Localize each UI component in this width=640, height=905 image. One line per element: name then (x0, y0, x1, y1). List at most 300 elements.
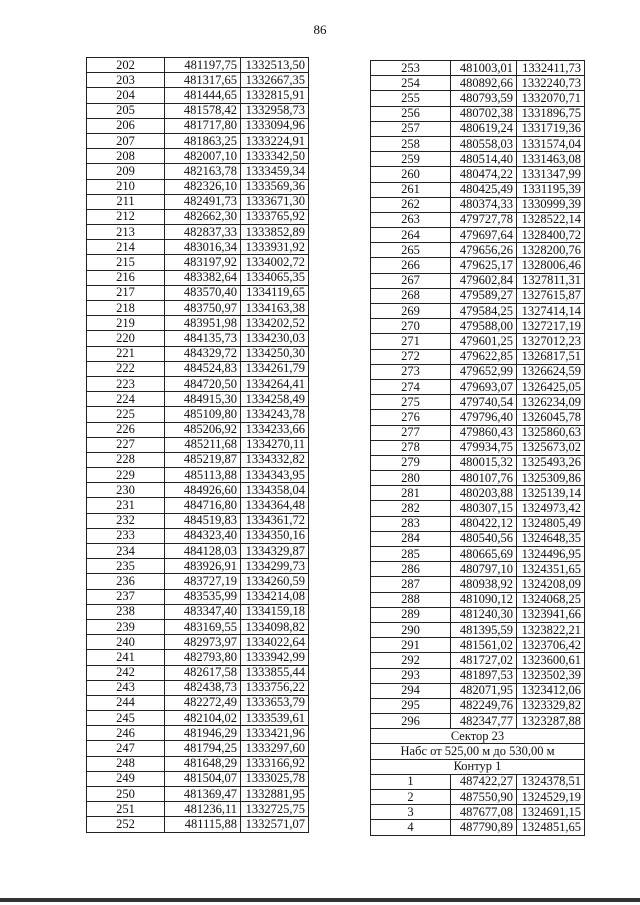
table-row (87, 194, 309, 209)
y-coordinate: 1324496,95 (517, 547, 585, 562)
x-coordinate: 479740,54 (451, 395, 517, 410)
y-coordinate: 1326817,51 (517, 349, 585, 364)
y-coordinate: 1331719,36 (517, 121, 585, 136)
y-coordinate: 1334065,35 (241, 270, 309, 285)
table-row (87, 179, 309, 194)
x-coordinate: 480938,92 (451, 577, 517, 592)
y-coordinate: 1332667,35 (241, 73, 309, 88)
x-coordinate: 480702,38 (451, 106, 517, 121)
table-row (87, 240, 309, 255)
table-row (371, 698, 585, 713)
x-coordinate: 480558,03 (451, 136, 517, 151)
x-coordinate: 485206,92 (165, 422, 241, 437)
x-coordinate: 484135,73 (165, 331, 241, 346)
x-coordinate: 479697,64 (451, 228, 517, 243)
point-number: 209 (87, 164, 165, 179)
point-number: 205 (87, 103, 165, 118)
point-number: 275 (371, 395, 451, 410)
x-coordinate: 481561,02 (451, 638, 517, 653)
y-coordinate: 1324691,15 (517, 805, 585, 820)
point-number: 223 (87, 376, 165, 391)
point-number: 264 (371, 228, 451, 243)
x-coordinate: 481863,25 (165, 133, 241, 148)
y-coordinate: 1327414,14 (517, 304, 585, 319)
table-row (371, 334, 585, 349)
table-row (87, 301, 309, 316)
table-row (371, 774, 585, 789)
x-coordinate: 479588,00 (451, 319, 517, 334)
y-coordinate: 1332513,50 (241, 58, 309, 73)
x-coordinate: 480422,12 (451, 516, 517, 531)
y-coordinate: 1333421,96 (241, 726, 309, 741)
table-row (87, 635, 309, 650)
x-coordinate: 482249,76 (451, 698, 517, 713)
sector-range: Набс от 525,00 м до 530,00 м (371, 744, 585, 759)
x-coordinate: 482662,30 (165, 209, 241, 224)
page-bottom-rule (0, 898, 640, 902)
point-number: 248 (87, 756, 165, 771)
point-number: 240 (87, 635, 165, 650)
point-number: 292 (371, 653, 451, 668)
page-number: 86 (313, 22, 327, 37)
x-coordinate: 487790,89 (451, 820, 517, 835)
x-coordinate: 479589,27 (451, 288, 517, 303)
x-coordinate: 481395,59 (451, 622, 517, 637)
y-coordinate: 1323706,42 (517, 638, 585, 653)
y-coordinate: 1334299,73 (241, 559, 309, 574)
table-row (87, 316, 309, 331)
x-coordinate: 479934,75 (451, 440, 517, 455)
table-row (87, 483, 309, 498)
y-coordinate: 1334214,08 (241, 589, 309, 604)
x-coordinate: 480793,59 (451, 91, 517, 106)
point-number: 234 (87, 544, 165, 559)
point-number: 251 (87, 802, 165, 817)
y-coordinate: 1334350,16 (241, 528, 309, 543)
table-row (87, 665, 309, 680)
y-coordinate: 1325860,63 (517, 425, 585, 440)
y-coordinate: 1334358,04 (241, 483, 309, 498)
table-row (87, 285, 309, 300)
table-row (371, 638, 585, 653)
x-coordinate: 479602,84 (451, 273, 517, 288)
x-coordinate: 482347,77 (451, 714, 517, 729)
table-row (87, 133, 309, 148)
table-row (87, 741, 309, 756)
table-row (87, 574, 309, 589)
table-row (371, 61, 585, 76)
point-number: 220 (87, 331, 165, 346)
table-row (371, 304, 585, 319)
y-coordinate: 1334343,95 (241, 468, 309, 483)
point-number: 281 (371, 486, 451, 501)
y-coordinate: 1334098,82 (241, 619, 309, 634)
y-coordinate: 1334233,66 (241, 422, 309, 437)
point-number: 237 (87, 589, 165, 604)
x-coordinate: 479652,99 (451, 364, 517, 379)
x-coordinate: 481090,12 (451, 592, 517, 607)
sector-title-row (371, 729, 585, 744)
x-coordinate: 484524,83 (165, 361, 241, 376)
table-row (87, 437, 309, 452)
point-number: 280 (371, 471, 451, 486)
y-coordinate: 1324805,49 (517, 516, 585, 531)
y-coordinate: 1334250,30 (241, 346, 309, 361)
y-coordinate: 1334270,11 (241, 437, 309, 452)
y-coordinate: 1323941,66 (517, 607, 585, 622)
y-coordinate: 1333539,61 (241, 711, 309, 726)
point-number: 1 (371, 774, 451, 789)
y-coordinate: 1334243,78 (241, 407, 309, 422)
point-number: 278 (371, 440, 451, 455)
x-coordinate: 485211,68 (165, 437, 241, 452)
y-coordinate: 1334261,79 (241, 361, 309, 376)
x-coordinate: 481444,65 (165, 88, 241, 103)
y-coordinate: 1323412,06 (517, 683, 585, 698)
table-row (87, 604, 309, 619)
table-row (87, 346, 309, 361)
y-coordinate: 1332070,71 (517, 91, 585, 106)
table-row (371, 273, 585, 288)
point-number: 228 (87, 452, 165, 467)
table-row (371, 76, 585, 91)
x-coordinate: 479625,17 (451, 258, 517, 273)
y-coordinate: 1333166,92 (241, 756, 309, 771)
x-coordinate: 481897,53 (451, 668, 517, 683)
table-row (371, 562, 585, 577)
x-coordinate: 479860,43 (451, 425, 517, 440)
y-coordinate: 1334202,52 (241, 316, 309, 331)
table-row (371, 653, 585, 668)
y-coordinate: 1333855,44 (241, 665, 309, 680)
y-coordinate: 1326234,09 (517, 395, 585, 410)
table-row (371, 440, 585, 455)
point-number: 279 (371, 455, 451, 470)
x-coordinate: 480540,56 (451, 531, 517, 546)
x-coordinate: 481504,07 (165, 771, 241, 786)
table-row (87, 802, 309, 817)
point-number: 257 (371, 121, 451, 136)
point-number: 215 (87, 255, 165, 270)
point-number: 217 (87, 285, 165, 300)
table-row (371, 228, 585, 243)
y-coordinate: 1331574,04 (517, 136, 585, 151)
point-number: 236 (87, 574, 165, 589)
table-row (371, 531, 585, 546)
x-coordinate: 487422,27 (451, 774, 517, 789)
x-coordinate: 485219,87 (165, 452, 241, 467)
point-number: 243 (87, 680, 165, 695)
point-number: 263 (371, 212, 451, 227)
x-coordinate: 481003,01 (451, 61, 517, 76)
point-number: 230 (87, 483, 165, 498)
x-coordinate: 482163,78 (165, 164, 241, 179)
x-coordinate: 485109,80 (165, 407, 241, 422)
table-row (371, 288, 585, 303)
y-coordinate: 1325139,14 (517, 486, 585, 501)
table-row (371, 622, 585, 637)
y-coordinate: 1334119,65 (241, 285, 309, 300)
point-number: 252 (87, 817, 165, 832)
x-coordinate: 482438,73 (165, 680, 241, 695)
x-coordinate: 483535,99 (165, 589, 241, 604)
point-number: 241 (87, 650, 165, 665)
x-coordinate: 481946,29 (165, 726, 241, 741)
point-number: 267 (371, 273, 451, 288)
y-coordinate: 1324973,42 (517, 501, 585, 516)
y-coordinate: 1334230,03 (241, 331, 309, 346)
x-coordinate: 483169,55 (165, 619, 241, 634)
table-row (87, 270, 309, 285)
y-coordinate: 1334260,59 (241, 574, 309, 589)
y-coordinate: 1327012,23 (517, 334, 585, 349)
y-coordinate: 1332881,95 (241, 787, 309, 802)
table-row (87, 73, 309, 88)
table-row (371, 395, 585, 410)
x-coordinate: 482491,73 (165, 194, 241, 209)
table-row (87, 58, 309, 73)
x-coordinate: 484128,03 (165, 544, 241, 559)
x-coordinate: 483382,64 (165, 270, 241, 285)
point-number: 212 (87, 209, 165, 224)
table-row (87, 376, 309, 391)
y-coordinate: 1334163,38 (241, 301, 309, 316)
sector-range-row (371, 744, 585, 759)
table-row (371, 152, 585, 167)
point-number: 259 (371, 152, 451, 167)
y-coordinate: 1333569,36 (241, 179, 309, 194)
table-row (87, 118, 309, 133)
y-coordinate: 1323287,88 (517, 714, 585, 729)
y-coordinate: 1324378,51 (517, 774, 585, 789)
point-number: 226 (87, 422, 165, 437)
y-coordinate: 1332958,73 (241, 103, 309, 118)
x-coordinate: 487677,08 (451, 805, 517, 820)
sector-title: Сектор 23 (371, 729, 585, 744)
point-number: 216 (87, 270, 165, 285)
x-coordinate: 482973,97 (165, 635, 241, 650)
y-coordinate: 1330999,39 (517, 197, 585, 212)
y-coordinate: 1324648,35 (517, 531, 585, 546)
point-number: 284 (371, 531, 451, 546)
x-coordinate: 480892,66 (451, 76, 517, 91)
x-coordinate: 483197,92 (165, 255, 241, 270)
table-row (87, 726, 309, 741)
x-coordinate: 482007,10 (165, 149, 241, 164)
point-number: 229 (87, 468, 165, 483)
y-coordinate: 1333852,89 (241, 225, 309, 240)
point-number: 286 (371, 562, 451, 577)
table-row (371, 379, 585, 394)
point-number: 290 (371, 622, 451, 637)
table-row (87, 88, 309, 103)
point-number: 244 (87, 695, 165, 710)
y-coordinate: 1324529,19 (517, 790, 585, 805)
y-coordinate: 1328522,14 (517, 212, 585, 227)
point-number: 272 (371, 349, 451, 364)
y-coordinate: 1333459,34 (241, 164, 309, 179)
table-row (371, 547, 585, 562)
table-row (371, 258, 585, 273)
y-coordinate: 1326425,05 (517, 379, 585, 394)
point-number: 221 (87, 346, 165, 361)
table-row (371, 212, 585, 227)
table-row (87, 528, 309, 543)
y-coordinate: 1323329,82 (517, 698, 585, 713)
table-row (87, 331, 309, 346)
table-row (371, 106, 585, 121)
point-number: 262 (371, 197, 451, 212)
point-number: 268 (371, 288, 451, 303)
y-coordinate: 1327217,19 (517, 319, 585, 334)
y-coordinate: 1324068,25 (517, 592, 585, 607)
table-row (87, 619, 309, 634)
x-coordinate: 483926,91 (165, 559, 241, 574)
y-coordinate: 1326045,78 (517, 410, 585, 425)
table-row (371, 167, 585, 182)
x-coordinate: 480374,33 (451, 197, 517, 212)
point-number: 258 (371, 136, 451, 151)
x-coordinate: 481648,29 (165, 756, 241, 771)
table-row (371, 668, 585, 683)
point-number: 242 (87, 665, 165, 680)
x-coordinate: 481317,65 (165, 73, 241, 88)
y-coordinate: 1332240,73 (517, 76, 585, 91)
point-number: 260 (371, 167, 451, 182)
point-number: 218 (87, 301, 165, 316)
table-row (371, 577, 585, 592)
x-coordinate: 481115,88 (165, 817, 241, 832)
y-coordinate: 1324351,65 (517, 562, 585, 577)
y-coordinate: 1328400,72 (517, 228, 585, 243)
point-number: 227 (87, 437, 165, 452)
x-coordinate: 483347,40 (165, 604, 241, 619)
x-coordinate: 479622,85 (451, 349, 517, 364)
table-row (371, 683, 585, 698)
y-coordinate: 1333931,92 (241, 240, 309, 255)
table-row (371, 486, 585, 501)
table-row (371, 364, 585, 379)
table-row (371, 455, 585, 470)
point-number: 296 (371, 714, 451, 729)
y-coordinate: 1325493,26 (517, 455, 585, 470)
point-number: 239 (87, 619, 165, 634)
table-row (87, 209, 309, 224)
x-coordinate: 482272,49 (165, 695, 241, 710)
table-row (87, 680, 309, 695)
x-coordinate: 481727,02 (451, 653, 517, 668)
table-row (87, 711, 309, 726)
point-number: 207 (87, 133, 165, 148)
table-row (87, 771, 309, 786)
table-row (87, 468, 309, 483)
point-number: 293 (371, 668, 451, 683)
table-row (371, 319, 585, 334)
contour-title-row (371, 759, 585, 774)
y-coordinate: 1323502,39 (517, 668, 585, 683)
point-number: 231 (87, 498, 165, 513)
point-number: 287 (371, 577, 451, 592)
y-coordinate: 1333297,60 (241, 741, 309, 756)
point-number: 235 (87, 559, 165, 574)
point-number: 294 (371, 683, 451, 698)
point-number: 4 (371, 820, 451, 835)
y-coordinate: 1334258,49 (241, 392, 309, 407)
table-row (371, 243, 585, 258)
y-coordinate: 1333653,79 (241, 695, 309, 710)
table-row (87, 361, 309, 376)
table-row (371, 197, 585, 212)
table-row (371, 136, 585, 151)
table-row (87, 422, 309, 437)
point-number: 274 (371, 379, 451, 394)
y-coordinate: 1333671,30 (241, 194, 309, 209)
point-number: 214 (87, 240, 165, 255)
x-coordinate: 481794,25 (165, 741, 241, 756)
y-coordinate: 1334159,18 (241, 604, 309, 619)
x-coordinate: 479601,25 (451, 334, 517, 349)
table-row (87, 392, 309, 407)
point-number: 225 (87, 407, 165, 422)
x-coordinate: 480203,88 (451, 486, 517, 501)
x-coordinate: 480015,32 (451, 455, 517, 470)
x-coordinate: 480619,24 (451, 121, 517, 136)
table-row (371, 714, 585, 729)
y-coordinate: 1323822,21 (517, 622, 585, 637)
table-row (371, 501, 585, 516)
table-row (87, 787, 309, 802)
table-row (87, 255, 309, 270)
x-coordinate: 481240,30 (451, 607, 517, 622)
y-coordinate: 1331195,39 (517, 182, 585, 197)
point-number: 271 (371, 334, 451, 349)
point-number: 213 (87, 225, 165, 240)
point-number: 269 (371, 304, 451, 319)
y-coordinate: 1325309,86 (517, 471, 585, 486)
point-number: 261 (371, 182, 451, 197)
x-coordinate: 484323,40 (165, 528, 241, 543)
x-coordinate: 482617,58 (165, 665, 241, 680)
point-number: 283 (371, 516, 451, 531)
y-coordinate: 1334361,72 (241, 513, 309, 528)
point-number: 295 (371, 698, 451, 713)
point-number: 270 (371, 319, 451, 334)
y-coordinate: 1332815,91 (241, 88, 309, 103)
y-coordinate: 1334332,82 (241, 452, 309, 467)
table-row (87, 407, 309, 422)
x-coordinate: 485113,88 (165, 468, 241, 483)
point-number: 211 (87, 194, 165, 209)
y-coordinate: 1334364,48 (241, 498, 309, 513)
table-row (87, 103, 309, 118)
table-row (87, 498, 309, 513)
x-coordinate: 479584,25 (451, 304, 517, 319)
point-number: 232 (87, 513, 165, 528)
point-number: 289 (371, 607, 451, 622)
point-number: 203 (87, 73, 165, 88)
x-coordinate: 481717,80 (165, 118, 241, 133)
y-coordinate: 1331896,75 (517, 106, 585, 121)
y-coordinate: 1334329,87 (241, 544, 309, 559)
x-coordinate: 482326,10 (165, 179, 241, 194)
y-coordinate: 1332411,73 (517, 61, 585, 76)
point-number: 253 (371, 61, 451, 76)
point-number: 210 (87, 179, 165, 194)
x-coordinate: 484329,72 (165, 346, 241, 361)
table-row (371, 592, 585, 607)
x-coordinate: 484926,60 (165, 483, 241, 498)
table-row (371, 805, 585, 820)
